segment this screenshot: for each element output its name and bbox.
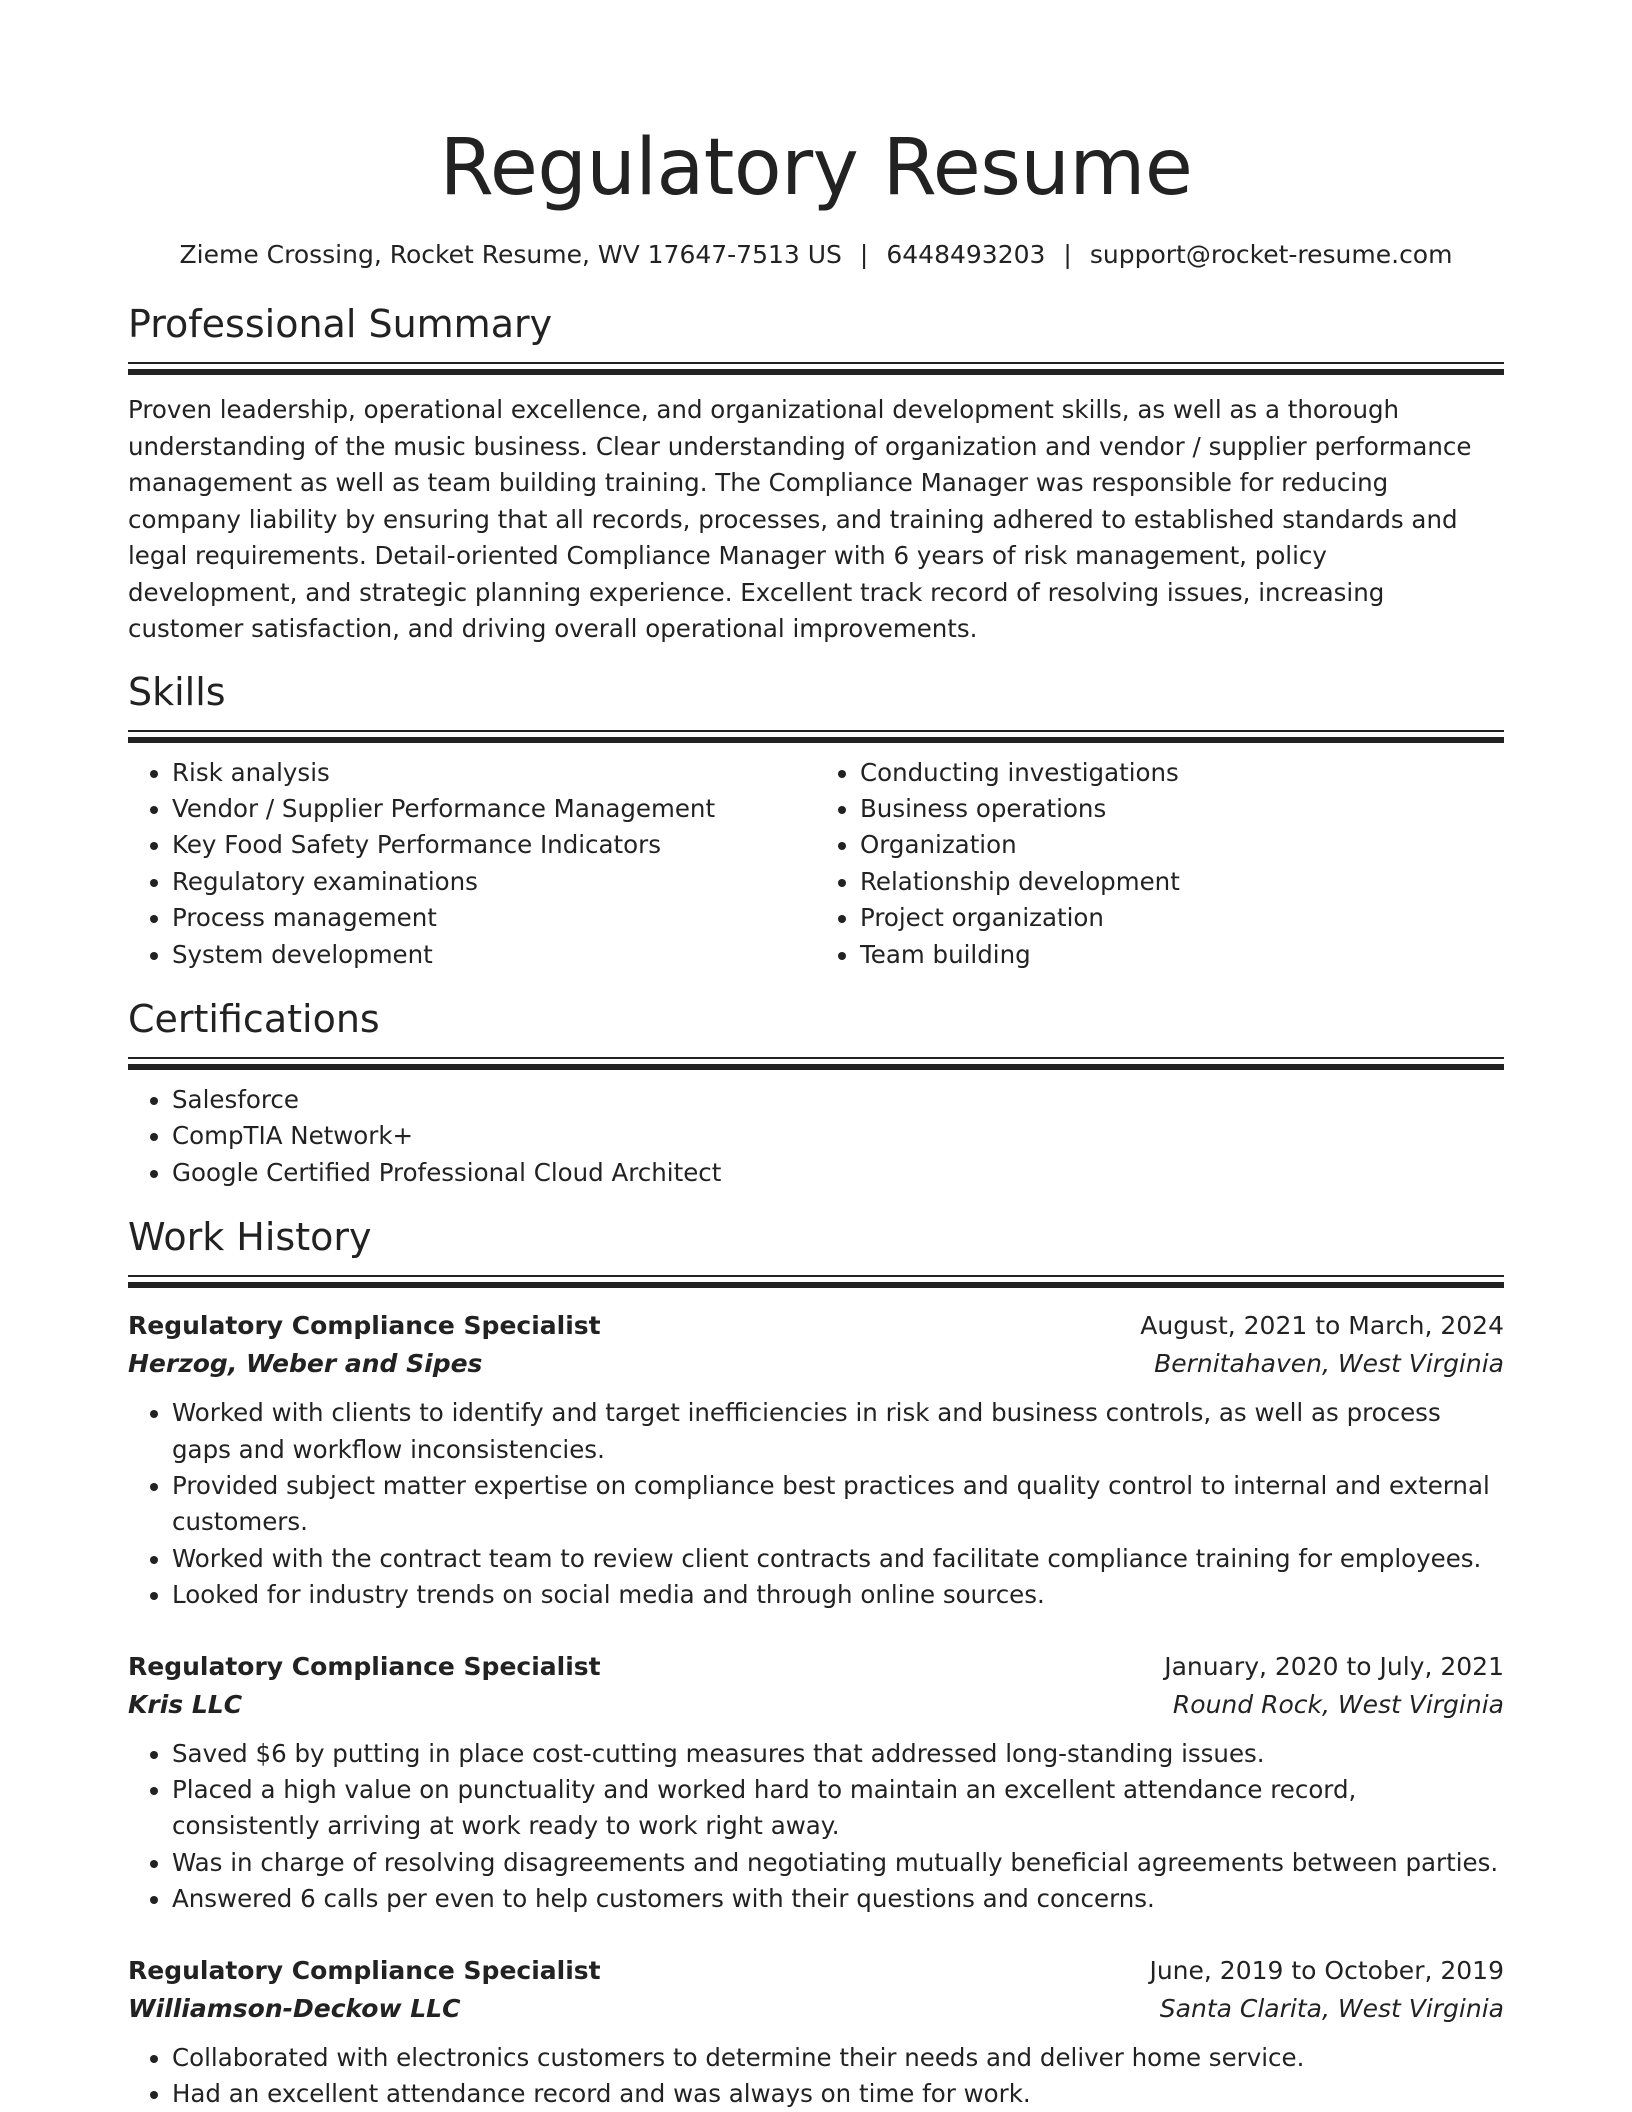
skill-item: • Project organization (860, 900, 1504, 936)
skill-item: • Vendor / Supplier Performance Management (172, 791, 816, 827)
skill-item: • System development (172, 937, 816, 973)
job-bullet: • Worked with the contract team to review client contracts and facilitate compliance training for employees. (172, 1541, 1504, 1577)
job-subheader-row (128, 1990, 1504, 2028)
job-company: Kris LLC (128, 1689, 243, 1719)
skills-heading: Skills (128, 669, 226, 714)
job-dates: January, 2020 to July, 2021 (1164, 1651, 1504, 1681)
summary-heading: Professional Summary (128, 302, 553, 346)
section-divider (128, 362, 1504, 374)
job-bullet: • Worked with clients to identify and target inefficiencies in risk and business controls, as well as process gaps and workflow inconsistencies. (172, 1395, 1504, 1468)
job-entry (128, 1648, 1504, 1918)
skill-item: • Relationship development (860, 864, 1504, 900)
job-company: Herzog, Weber and Sipes (128, 1349, 483, 1379)
job-header-row (128, 1648, 1504, 1686)
section-divider (128, 1275, 1504, 1287)
skill-item: • Conducting investigations (860, 755, 1504, 791)
job-bullet-list (128, 1736, 1504, 1918)
contact-separator: | (1063, 240, 1072, 269)
skill-item: • Organization (860, 827, 1504, 863)
job-bullet: • Placed a high value on punctuality and worked hard to maintain an excellent attendance record, consistently arriving at work ready to work right away. (172, 1772, 1504, 1845)
job-bullet: • Had an excellent attendance record and was always on time for work. (172, 2076, 1504, 2112)
certification-item: • Google Certified Professional Cloud Architect (172, 1155, 1504, 1191)
skill-item: • Risk analysis (172, 755, 816, 791)
contact-line (128, 238, 1504, 272)
contact-separator: | (859, 240, 869, 269)
job-bullet: • Answered 6 calls per even to help customers with their questions and concerns. (172, 1881, 1504, 1917)
skill-item: • Key Food Safety Performance Indicators (172, 827, 816, 863)
resume-title: Regulatory Resume (439, 123, 1193, 213)
skill-item: • Process management (172, 900, 816, 936)
section-divider (128, 1057, 1504, 1069)
job-bullet: • Saved $6 by putting in place cost-cutting measures that addressed long-standing issues. (172, 1736, 1504, 1772)
job-entry (128, 1307, 1504, 1613)
skills-section (128, 668, 1504, 973)
job-title: Regulatory Compliance Specialist (128, 1955, 601, 1985)
job-title: Regulatory Compliance Specialist (128, 1311, 601, 1341)
skills-list-right (816, 755, 1504, 973)
job-bullet-list (128, 1395, 1504, 1613)
contact-address: Zieme Crossing, Rocket Resume, WV 17647-7513 US (179, 240, 842, 269)
skill-item: • Team building (860, 937, 1504, 973)
job-location: Santa Clarita, West Virginia (1159, 1993, 1504, 2023)
skills-list-left (128, 755, 816, 973)
summary-text: Proven leadership, operational excellence, and organizational development skills, as well as a thorough understanding of the music business. Clear understanding of organization and vendor / supplier performance management as well as team building training. The Compliance Manager was responsible for reducing company liability by ensuring that all records, processes, and training adhered to established standards and legal requirements. Detail-oriented Compliance Manager with 6 years of risk management, policy development, and strategic planning experience. Excellent track record of resolving issues, increasing customer satisfaction, and driving overall operational improvements. (128, 395, 1472, 643)
certifications-list (128, 1082, 1504, 1191)
job-entry (128, 1952, 1504, 2112)
certification-item: • Salesforce (172, 1082, 1504, 1118)
job-dates: August, 2021 to March, 2024 (1140, 1311, 1504, 1341)
skill-item: • Regulatory examinations (172, 864, 816, 900)
job-location: Bernitahaven, West Virginia (1154, 1349, 1504, 1379)
skills-columns (128, 755, 1504, 973)
job-dates: June, 2019 to October, 2019 (1149, 1955, 1504, 1985)
certification-item: • CompTIA Network+ (172, 1118, 1504, 1154)
summary-section (128, 300, 1504, 648)
contact-email: support@rocket-resume.com (1089, 240, 1453, 269)
job-bullet: • Looked for industry trends on social media and through online sources. (172, 1577, 1504, 1613)
work-history-heading: Work History (128, 1215, 372, 1260)
job-bullet: • Was in charge of resolving disagreements and negotiating mutually beneficial agreements between parties. (172, 1845, 1504, 1881)
job-location: Round Rock, West Virginia (1172, 1689, 1504, 1719)
job-subheader-row (128, 1345, 1504, 1383)
job-bullet-list (128, 2040, 1504, 2112)
section-divider (128, 730, 1504, 742)
skill-item: • Business operations (860, 791, 1504, 827)
job-bullet: • Collaborated with electronics customers to determine their needs and deliver home service. (172, 2040, 1504, 2076)
job-title: Regulatory Compliance Specialist (128, 1651, 601, 1681)
job-subheader-row (128, 1686, 1504, 1724)
certifications-heading: Certifications (128, 996, 380, 1041)
job-company: Williamson-Deckow LLC (128, 1993, 461, 2023)
job-header-row (128, 1307, 1504, 1345)
job-bullet: • Provided subject matter expertise on compliance best practices and quality control to internal and external customers. (172, 1468, 1504, 1541)
job-header-row (128, 1952, 1504, 1990)
contact-phone: 6448493203 (886, 240, 1046, 269)
certifications-section (128, 995, 1504, 1191)
work-history-section (128, 1213, 1504, 2112)
